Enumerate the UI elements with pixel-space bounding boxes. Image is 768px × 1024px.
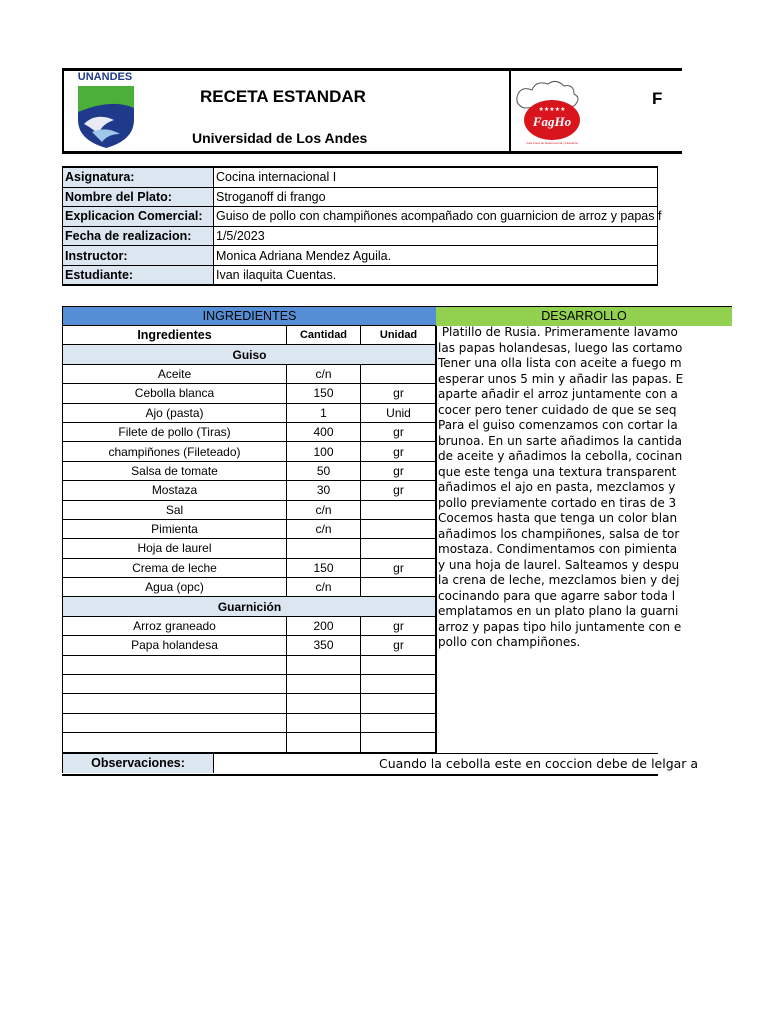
ingredient-unit bbox=[361, 519, 437, 538]
ingredient-name: Pimienta bbox=[63, 519, 287, 538]
ingredient-name: Papa holandesa bbox=[63, 636, 287, 655]
ingredient-unit bbox=[361, 675, 437, 694]
ingredient-unit: gr bbox=[361, 636, 437, 655]
logo-text: UNANDES bbox=[77, 71, 133, 83]
info-value: Guiso de pollo con champiñones acompañado con guarnicion de arroz y papas f bbox=[214, 207, 658, 227]
ingredient-unit bbox=[361, 733, 437, 752]
page-title: RECETA ESTANDAR bbox=[200, 87, 366, 106]
ingredient-unit: gr bbox=[361, 384, 437, 403]
ingredient-row bbox=[63, 655, 437, 674]
ingredient-unit: gr bbox=[361, 616, 437, 635]
ingredients-table bbox=[62, 306, 437, 753]
info-value: Monica Adriana Mendez Aguila. bbox=[214, 246, 658, 266]
ingredient-quantity bbox=[287, 694, 361, 713]
logo-stars: ★★★★★ bbox=[538, 106, 566, 113]
ingredient-unit: gr bbox=[361, 481, 437, 500]
ingredient-name bbox=[63, 694, 287, 713]
col-quantity: Cantidad bbox=[287, 326, 361, 345]
info-row bbox=[63, 187, 658, 207]
ingredient-name: Mostaza bbox=[63, 481, 287, 500]
info-value: 1/5/2023 bbox=[214, 226, 658, 246]
ingredient-row bbox=[63, 481, 437, 500]
ingredient-row bbox=[63, 558, 437, 577]
ingredient-quantity: c/n bbox=[287, 578, 361, 597]
info-label: Instructor: bbox=[63, 246, 214, 266]
ingredient-row bbox=[63, 442, 437, 461]
ingredient-row bbox=[63, 694, 437, 713]
ingredient-row bbox=[63, 733, 437, 752]
ingredient-row bbox=[63, 636, 437, 655]
info-row bbox=[63, 265, 658, 285]
observaciones-label: Observaciones: bbox=[62, 754, 214, 773]
ingredient-quantity: 350 bbox=[287, 636, 361, 655]
ingredient-name bbox=[63, 733, 287, 752]
ingredient-name: Arroz graneado bbox=[63, 616, 287, 635]
ingredient-unit bbox=[361, 713, 437, 732]
ingredient-name bbox=[63, 675, 287, 694]
fagho-chef-logo bbox=[510, 78, 592, 148]
ingredient-unit: gr bbox=[361, 558, 437, 577]
unandes-logo bbox=[62, 68, 148, 154]
ingredient-quantity bbox=[287, 539, 361, 558]
col-ingredient: Ingredientes bbox=[63, 326, 287, 345]
ingredient-quantity: c/n bbox=[287, 500, 361, 519]
ingredient-row bbox=[63, 675, 437, 694]
ingredient-quantity: 50 bbox=[287, 461, 361, 480]
ingredient-name: Ajo (pasta) bbox=[63, 403, 287, 422]
ingredient-unit: gr bbox=[361, 422, 437, 441]
ingredient-unit bbox=[361, 539, 437, 558]
section-guarnicion: Guarnición bbox=[63, 597, 437, 616]
ingredient-quantity: 30 bbox=[287, 481, 361, 500]
ingredient-name: champiñones (Fileteado) bbox=[63, 442, 287, 461]
ingredient-quantity: 1 bbox=[287, 403, 361, 422]
logo-caption: Fast Food de Gastronomía y Hotelería bbox=[526, 141, 578, 145]
ingredient-name bbox=[63, 713, 287, 732]
ingredient-quantity: 100 bbox=[287, 442, 361, 461]
info-bottom-rule bbox=[62, 284, 658, 286]
ingredient-quantity: 150 bbox=[287, 384, 361, 403]
info-label: Nombre del Plato: bbox=[63, 187, 214, 207]
ingredient-row bbox=[63, 461, 437, 480]
ingredient-quantity bbox=[287, 655, 361, 674]
info-value: Ivan ilaquita Cuentas. bbox=[214, 265, 658, 285]
section-guiso: Guiso bbox=[63, 345, 437, 364]
ingredient-row bbox=[63, 519, 437, 538]
info-value: Cocina internacional I bbox=[214, 168, 658, 188]
ingredient-unit bbox=[361, 655, 437, 674]
ingredient-unit: gr bbox=[361, 461, 437, 480]
ingredient-quantity bbox=[287, 733, 361, 752]
ingredient-name: Salsa de tomate bbox=[63, 461, 287, 480]
observaciones-text: Cuando la cebolla este en coccion debe de lelgar a bbox=[379, 756, 699, 771]
ingredient-quantity: 200 bbox=[287, 616, 361, 635]
ingredient-row bbox=[63, 539, 437, 558]
guiso-rows bbox=[63, 364, 437, 597]
info-row bbox=[63, 207, 658, 227]
ingredient-quantity: c/n bbox=[287, 519, 361, 538]
info-label: Explicacion Comercial: bbox=[63, 207, 214, 227]
ingredient-quantity: 150 bbox=[287, 558, 361, 577]
ingredient-unit bbox=[361, 578, 437, 597]
desarrollo-header: DESARROLLO bbox=[436, 306, 732, 326]
guarnicion-rows bbox=[63, 616, 437, 752]
logo-brand: FagHo bbox=[532, 114, 572, 129]
ingredient-row bbox=[63, 500, 437, 519]
ingredient-unit bbox=[361, 364, 437, 383]
ingredient-quantity: c/n bbox=[287, 364, 361, 383]
info-row bbox=[63, 168, 658, 188]
info-label: Fecha de realizacion: bbox=[63, 226, 214, 246]
info-label: Asignatura: bbox=[63, 168, 214, 188]
ingredient-unit: Unid bbox=[361, 403, 437, 422]
ingredient-row bbox=[63, 364, 437, 383]
desarrollo-box bbox=[435, 325, 684, 754]
ingredient-name: Agua (opc) bbox=[63, 578, 287, 597]
info-table bbox=[62, 167, 662, 286]
ingredient-row bbox=[63, 713, 437, 732]
info-value: Stroganoff di frango bbox=[214, 187, 658, 207]
ingredient-name: Hoja de laurel bbox=[63, 539, 287, 558]
ingredients-header: INGREDIENTES bbox=[63, 307, 437, 326]
ingredient-unit bbox=[361, 500, 437, 519]
ingredient-row bbox=[63, 422, 437, 441]
ingredient-quantity: 400 bbox=[287, 422, 361, 441]
info-row bbox=[63, 226, 658, 246]
university-name: Universidad de Los Andes bbox=[192, 130, 368, 146]
ingredient-row bbox=[63, 384, 437, 403]
header-title-right: F bbox=[652, 89, 663, 108]
ingredient-unit bbox=[361, 694, 437, 713]
ingredient-name: Cebolla blanca bbox=[63, 384, 287, 403]
ingredient-name: Filete de pollo (Tiras) bbox=[63, 422, 287, 441]
ingredient-name: Crema de leche bbox=[63, 558, 287, 577]
ingredient-row bbox=[63, 616, 437, 635]
ingredient-quantity bbox=[287, 713, 361, 732]
info-row bbox=[63, 246, 658, 266]
ingredient-name bbox=[63, 655, 287, 674]
info-label: Estudiante: bbox=[63, 265, 214, 285]
ingredient-name: Aceite bbox=[63, 364, 287, 383]
ingredient-quantity bbox=[287, 675, 361, 694]
ingredient-unit: gr bbox=[361, 442, 437, 461]
desarrollo-text: Platillo de Rusia. Primeramente lavamo las papas holandesas, luego las cortamo Tener una olla lista con aceite a fuego m esperar unos 5 min y añadir las papas. E aparte añadir el arroz juntamente con a cocer pero tener cuidado de que se seq Para el guiso comenzamos con cortar la brunoa. En un sarte añadimos la cantida de aceite y añadimos la cebolla, cocinan que este tenga una textura transparent añadimos el ajo en pasta, mezclamos y pollo previamente cortado en tiras de 3 Cocemos hasta que tenga un color blan añadimos los champiñones, salsa de tor mostaza. Condimentamos con pimienta y una hoja de laurel. Salteamos y despu la crena de leche, mezclamos bien y dej cocinando para que agarre sabor toda l emplatamos en un plato plano la guarni arroz y papas tipo hilo juntamente con e pollo con champiñones. bbox=[438, 325, 684, 649]
ingredient-name: Sal bbox=[63, 500, 287, 519]
ingredient-row bbox=[63, 403, 437, 422]
col-unit: Unidad bbox=[361, 326, 437, 345]
ingredient-row bbox=[63, 578, 437, 597]
